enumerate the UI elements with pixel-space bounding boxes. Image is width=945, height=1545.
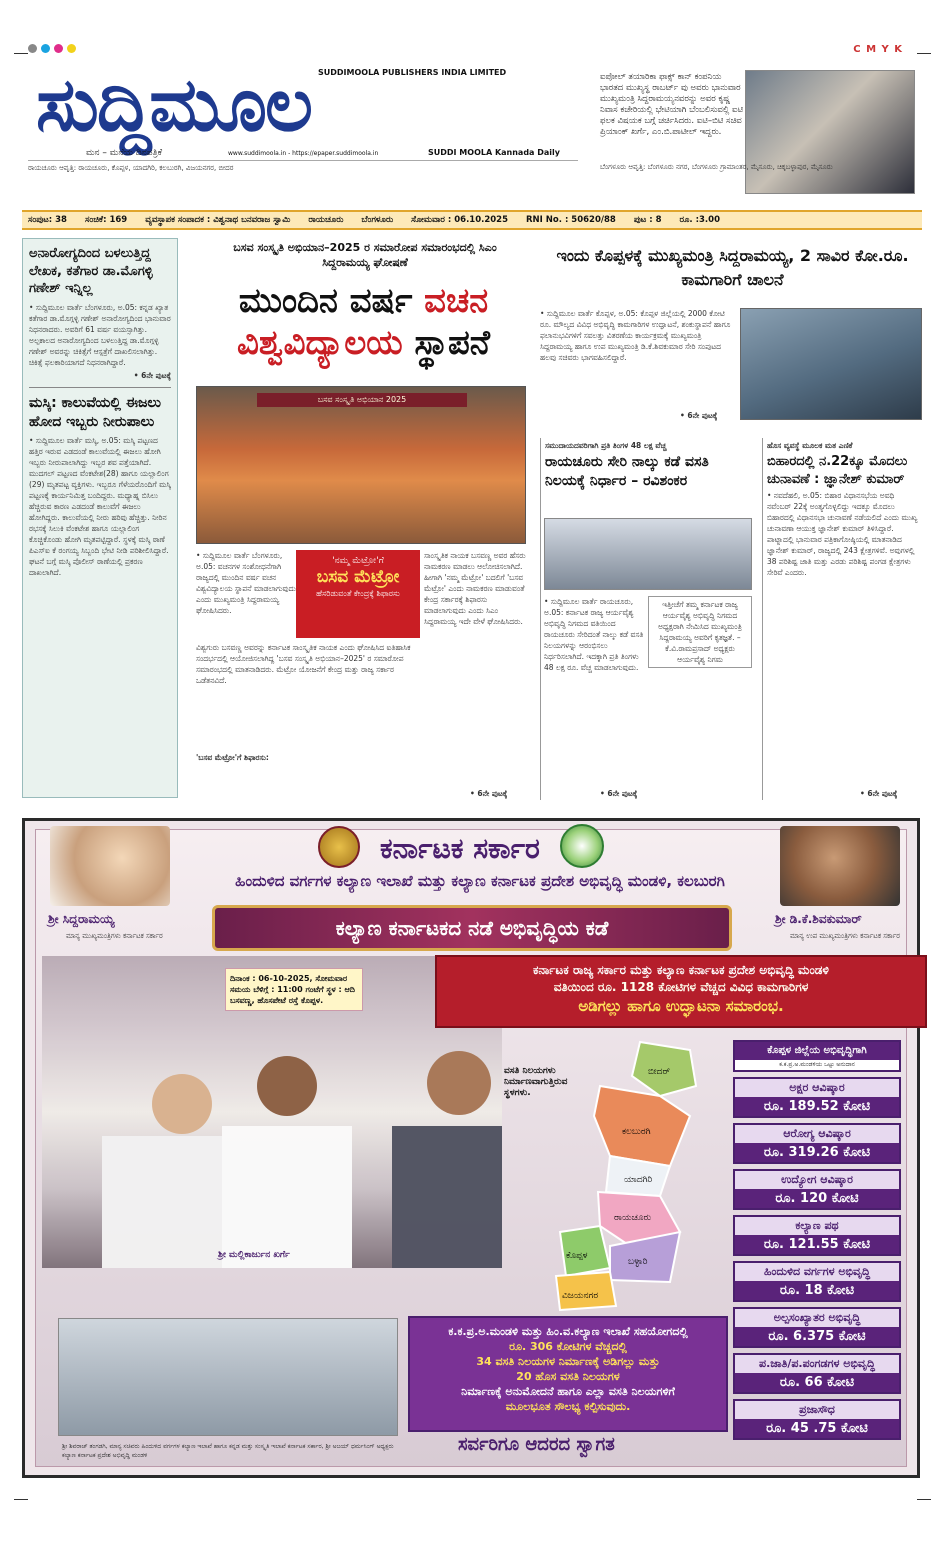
rni-number: RNI No. : 50620/88 <box>526 215 616 225</box>
edge-headline[interactable]: ಬಿಹಾರದಲ್ಲಿ ನ.22ಕ್ಕೂ ಮೊದಲು ಚುನಾವಣೆ : ಜ್ಞಾನೇಶ್ ಕುಮಾರ್ <box>767 454 908 487</box>
map-label-2: ಯಾದಗಿರಿ <box>624 1175 653 1185</box>
metro-headline: ಬಸವ ಮೆಟ್ರೋ <box>316 567 400 587</box>
left-body-2: • ಸುದ್ದಿಮೂಲ ವಾರ್ತೆ ಮಸ್ಕಿ, ಅ.05: ಮಸ್ಕಿ ಪಟ್ಟಣದ ಹತ್ತಿರ ಇರುವ ಎಡದಂಡೆ ಕಾಲುವೆಯಲ್ಲಿ ಈಜಲು ಹೋಗಿ ಇಬ್ಬರು ನೀರುಪಾಲಾಗಿದ್ದು ಇಬ್ಬರ ಶವ ಪತ್ತೆಯಾಗಿದೆ. ಮುದಗಲ್ ಪಟ್ಟಣದ ವೆಂಕಟೇಶ(28) ಹಾಗೂ ಯಲ್ಲಾಲಿಂಗ (29) ಮೃತಪಟ್ಟ ವ್ಯಕ್ತಿಗಳು. ಇಬ್ಬರೂ ಗೆಳೆಯರೊಂದಿಗೆ ಮಸ್ಕಿ ಪಟ್ಟಣಕ್ಕೆ ಕಾರ್ಯನಿಮಿತ್ತ ಬಂದಿದ್ದರು. ಮಧ್ಯಾಹ್ನ ಬಿಸಿಲು ಹೆಚ್ಚಿರುವ ಕಾರಣ ಎಡದಂಡೆ ಕಾಲುವೆಗೆ ಈಜಲು ಹೋಗಿದ್ದರು. ಕಾಲುವೆಯಲ್ಲಿ ನೀರು ಹರಿವು ಹೆಚ್ಚಿತ್ತು. ನೀರಿನ ರಭಸಕ್ಕೆ ಸಿಲುಕಿ ವೆಂಕಟೇಶ ಹಾಗೂ ಯಲ್ಲಾಲಿಂಗ ಕೊಚ್ಚಿಕೊಂಡು ಹೋಗಿ ಮೃತಪಟ್ಟಿದ್ದಾರೆ. ಸ್ಥಳಕ್ಕೆ ಮಸ್ಕಿ ಠಾಣೆ ಪಿಎಸ್ಐ ಕೆ ರಂಗಯ್ಯ ಸಿಬ್ಬಂದಿ ಭೇಟಿ ನೀಡಿ ಪರಿಶೀಲಿಸಿದ್ದಾರೆ. ಘಟನೆ ಬಗ್ಗೆ ಮಸ್ಕಿ ಪೊಲೀಸ್ ಠಾಣೆಯಲ್ಲಿ ಪ್ರಕರಣ ದಾಖಲಾಗಿದೆ. <box>29 436 171 578</box>
karnataka-emblem <box>318 826 360 868</box>
funding-amount: ರೂ. 66 ಕೋಟಿ <box>735 1373 899 1392</box>
funding-card <box>733 1169 901 1210</box>
cmyk-label: C M Y K <box>853 44 903 55</box>
funding-header-sub: ಕ.ಕ.ಪ್ರ.ಅ.ಮಂಡಳಿಯ ಒಟ್ಟು ಅನುದಾನ <box>735 1060 899 1070</box>
crop-mark-bl <box>14 1490 28 1500</box>
funding-title: ಅಲ್ಪಸಂಖ್ಯಾತರ ಅಭಿವೃದ್ಧಿ <box>735 1309 899 1327</box>
volume: ಸಂಪುಟ: 38 <box>28 215 67 225</box>
dcm-title: ಮಾನ್ಯ ಉಪ ಮುಖ್ಯಮಂತ್ರಿಗಳು ಕರ್ನಾಟಕ ಸರ್ಕಾರ <box>790 932 900 940</box>
center-text-1: • ಸುದ್ದಿಮೂಲ ವಾರ್ತೆ ಬೆಂಗಳೂರು, ಅ.05: ವಚನಗಳ ಸಂಶೋಧನೆಗಾಗಿ ರಾಜ್ಯದಲ್ಲಿ ಮುಂದಿನ ವರ್ಷ ವಚನ ವಿಶ್ವವಿದ್ಯಾಲಯ ಸ್ಥಾಪನೆ ಮಾಡಲಾಗುವುದು ಎಂದು ಮುಖ್ಯಮಂತ್ರಿ ಸಿದ್ದರಾಮಯ್ಯ ಘೋಷಿಸಿದರು. <box>196 551 296 615</box>
mid-photo <box>544 518 752 590</box>
divider <box>29 387 171 388</box>
figure-2 <box>222 1126 352 1268</box>
map-label-3: ರಾಯಚೂರು <box>614 1213 652 1223</box>
mid-body: • ಸುದ್ದಿಮೂಲ ವಾರ್ತೆ ರಾಯಚೂರು, ಅ.05: ಕರ್ನಾಟಕ ರಾಜ್ಯ ಆರ್ಯವೈಶ್ಯ ಅಭಿವೃದ್ಧಿ ನಿಗಮದ ವತಿಯಿಂದ ರಾಯಚೂರು ಸೇರಿದಂತೆ ನಾಲ್ಕು ಕಡೆ ವಸತಿ ನಿಲಯಗಳನ್ನು ಆರಂಭಿಸಲು ನಿರ್ಧರಿಸಲಾಗಿದೆ. ಇದಕ್ಕಾಗಿ ಪ್ರತಿ ತಿಂಗಳು 48 ಲಕ್ಷ ರೂ. ವೆಚ್ಚ ಮಾಡಲಾಗುವುದು. <box>544 597 644 672</box>
right-edge-story <box>762 438 924 800</box>
ad-gov-title: ಕರ್ನಾಟಕ ಸರ್ಕಾರ <box>380 832 540 865</box>
mid-more[interactable]: • 6ನೇ ಪುಟಕ್ಕೆ <box>600 789 638 798</box>
ad-banner: ಕಲ್ಯಾಣ ಕರ್ನಾಟಕದ ನಡೆ ಅಭಿವೃದ್ಧಿಯ ಕಡೆ <box>212 905 732 951</box>
right-headline[interactable]: ಇಂದು ಕೊಪ್ಪಳಕ್ಕೆ ಮುಖ್ಯಮಂತ್ರಿ ಸಿದ್ದರಾಮಯ್ಯ, 2 ಸಾವಿರ ಕೋ.ರೂ. ಕಾಮಗಾರಿಗೆ ಚಾಲನೆ <box>556 246 909 289</box>
center-headline[interactable] <box>196 280 531 364</box>
face-1 <box>152 1074 212 1134</box>
funding-card <box>733 1077 901 1118</box>
headline-part-d: ಸ್ಥಾಪನೆ <box>414 323 491 363</box>
center-text-2: ಸಾಂಸ್ಕೃತಿಕ ನಾಯಕ ಬಸವಣ್ಣ ಅವರ ಹೆಸರು ನಾಮಕರಣ ಮಾಡಲು ಆಲೋಚಿಸಲಾಗಿದೆ. ಹೀಗಾಗಿ 'ನಮ್ಮ ಮೆಟ್ರೋ' ಬದಲಿಗೆ 'ಬಸವ ಮೆಟ್ರೋ' ಎಂದು ನಾಮಕರಣ ಮಾಡುವಂತೆ ಕೇಂದ್ರ ಸರ್ಕಾರಕ್ಕೆ ಶಿಫಾರಸು ಮಾಡಲಾಗುವುದು ಎಂದು ಸಿಎಂ ಸಿದ್ದರಾಮಯ್ಯ ಇದೇ ವೇಳೆ ಘೋಷಿಸಿದರು. <box>424 551 526 626</box>
crop-mark-br <box>917 1490 931 1500</box>
crop-mark-tl <box>14 44 28 54</box>
hostel-line-6: ಮೂಲಭೂತ ಸೌಲಭ್ಯ ಕಲ್ಪಿಸುವುದು. <box>505 1400 631 1413</box>
funding-amount: ರೂ. 121.55 ಕೋಟಿ <box>735 1235 899 1254</box>
funding-title: ಪ.ಜಾತಿ/ಪ.ಪಂಗಡಗಳ ಅಭಿವೃದ್ಧಿ <box>735 1355 899 1373</box>
left-more-1[interactable]: • 6ನೇ ಪುಟಕ್ಕೆ <box>133 370 171 380</box>
face-2 <box>257 1056 317 1116</box>
map-label-6: ವಿಜಯನಗರ <box>562 1291 599 1301</box>
photo-stage-banner: ಬಸವ ಸಂಸ್ಕೃತಿ ಅಭಿಯಾನ 2025 <box>257 393 467 407</box>
dcm-portrait <box>780 826 900 906</box>
hostel-line-2: ರೂ. 306 ಕೋಟಿಗಳ ವೆಚ್ಚದಲ್ಲಿ <box>509 1340 627 1353</box>
masthead-tagline: ಮನ – ಮನೆಯ ದಿನಪತ್ರಿಕೆ <box>86 148 163 158</box>
page-count: ಪುಟ : 8 <box>633 215 662 225</box>
face-3 <box>427 1051 491 1115</box>
mid-kicker: ಸಮುದಾಯದವರಿಗಾಗಿ ಪ್ರತಿ ತಿಂಗಳ 48 ಲಕ್ಷ ವೆಚ್ಚ <box>545 441 667 450</box>
redbox-line-3: ಅಡಿಗಲ್ಲು ಹಾಗೂ ಉದ್ಘಾಟನಾ ಸಮಾರಂಭ. <box>578 997 784 1015</box>
center-sub: 'ಬಸವ ಮೆಟ್ರೋ'ಗೆ ಶಿಫಾರಸು: <box>196 753 269 762</box>
center-kicker: ಬಸವ ಸಂಸ್ಕೃತಿ ಅಭಿಯಾನ–2025 ರ ಸಮಾರೋಪ ಸಮಾರಂಭದಲ್ಲಿ ಸಿಎಂ ಸಿದ್ದರಾಮಯ್ಯ ಘೋಷಣೆ <box>233 241 497 269</box>
cyan-dot <box>41 44 50 53</box>
yellow-dot <box>67 44 76 53</box>
edge-kicker: ಹೊಸ ವ್ಯವಸ್ಥೆ ಮೂಲಕ ಮತ ಎಣಿಕೆ <box>767 441 853 450</box>
figure-3 <box>392 1126 502 1268</box>
funding-card <box>733 1399 901 1440</box>
right-more[interactable]: • 6ನೇ ಪುಟಕ್ಕೆ <box>680 411 718 420</box>
top-news-photo <box>745 70 915 194</box>
left-headline-2[interactable]: ಮಸ್ಕಿ: ಕಾಲುವೆಯಲ್ಲಿ ಈಜಲು ಹೋದ ಇಬ್ಬರು ನೀರುಪಾಲು <box>29 394 161 430</box>
funding-title: ಉದ್ಯೋಗ ಆವಿಷ್ಕಾರ <box>735 1171 899 1189</box>
event-when: ದಿನಾಂಕ : 06-10-2025, ಸೋಮವಾರ ಸಮಯ ಬೆಳಿಗ್ಗೆ : 11:00 ಗಂಟೆಗೆ ಸ್ಥಳ : ಆದಿ ಬಸವಣ್ಣ, ಹೊಸಪೇಟೆ ರಸ್ತೆ ಕೊಪ್ಪಳ. <box>225 968 363 1011</box>
cm-title: ಮಾನ್ಯ ಮುಖ್ಯಮಂತ್ರಿಗಳು ಕರ್ನಾಟಕ ಸರ್ಕಾರ <box>66 932 163 940</box>
board-logo <box>560 824 604 868</box>
funding-card <box>733 1123 901 1164</box>
mid-headline[interactable]: ರಾಯಚೂರು ಸೇರಿ ನಾಲ್ಕು ಕಡೆ ವಸತಿ ನಿಲಯಕ್ಕೆ ನಿರ್ಧಾರ – ರವಿಶಂಕರ <box>545 454 709 489</box>
welcome-text: ಸರ್ವರಿಗೂ ಆದರದ ಸ್ವಾಗತ <box>458 1434 615 1455</box>
kalyana-karnataka-map <box>540 1036 710 1316</box>
redbox-line-2: ವತಿಯಿಂದ ರೂ. 1128 ಕೋಟಿಗಳ ವೆಚ್ಚದ ವಿವಿಧ ಕಾಮಗಾರಿಗಳ <box>553 980 809 994</box>
funding-header-title: ಕೊಪ್ಪಳ ಜಿಲ್ಲೆಯ ಅಭಿವೃದ್ಧಿಗಾಗಿ <box>735 1042 899 1060</box>
hostel-line-3: 34 ವಸತಿ ನಿಲಯಗಳ ನಿರ್ಮಾಣಕ್ಕೆ ಅಡಿಗಲ್ಲು ಮತ್ತು <box>476 1355 660 1368</box>
funding-title: ಹಿಂದುಳಿದ ವರ್ಗಗಳ ಅಭಿವೃದ್ಧಿ <box>735 1263 899 1281</box>
funding-amount: ರೂ. 18 ಕೋಟಿ <box>735 1281 899 1300</box>
left-column <box>22 238 178 798</box>
headline-part-c: ವಿಶ್ವವಿದ್ಯಾಲಯ <box>236 323 403 363</box>
publisher-name: SUDDIMOOLA PUBLISHERS INDIA LIMITED <box>318 68 507 77</box>
funding-title: ಕಲ್ಯಾಣ ಪಥ <box>735 1217 899 1235</box>
mid-quote: ಇತ್ತೀಚೆಗೆ ತಮ್ಮ ಕರ್ನಾಟಕ ರಾಜ್ಯ ಆರ್ಯವೈಶ್ಯ ಅಭಿವೃದ್ಧಿ ನಿಗಮದ ಅಧ್ಯಕ್ಷರಾಗಿ ನೇಮಿಸಿದ ಮುಖ್ಯಮಂತ್ರಿ ಸಿದ್ದರಾಮಯ್ಯ ಅವರಿಗೆ ಕೃತಜ್ಞತೆ. – ಕೆ.ವಿ.ರಾಮಪ್ರಸಾದ್ ಅಧ್ಯಕ್ಷರು ಆರ್ಯವೈಶ್ಯ ನಿಗಮ <box>648 596 752 668</box>
metro-sub: ಹೆಸರಿಡುವಂತೆ ಕೇಂದ್ರಕ್ಕೆ ಶಿಫಾರಸು <box>316 589 400 598</box>
magenta-dot <box>54 44 63 53</box>
event-redbox <box>435 955 927 1028</box>
funding-title: ಅಕ್ಷರ ಆವಿಷ್ಕಾರ <box>735 1079 899 1097</box>
kharge-label: ಶ್ರೀ ಮಲ್ಲಿಕಾರ್ಜುನ ಖರ್ಗೆ <box>218 1250 290 1260</box>
headline-part-a: ಮುಂದಿನ ವರ್ಷ <box>238 281 413 321</box>
event-photo <box>196 386 526 544</box>
funding-amount: ರೂ. 189.52 ಕೋಟಿ <box>735 1097 899 1116</box>
funding-amount: ರೂ. 45 .75 ಕೋಟಿ <box>735 1419 899 1438</box>
edition-left: ರಾಯಚೂರು ಆವೃತ್ತಿ: ರಾಯಚೂರು, ಕೊಪ್ಪಳ, ಯಾದಗಿರಿ, ಕಲಬುರಗಿ, ವಿಜಯನಗರ, ಬೀದರ <box>28 160 578 173</box>
funding-title: ಪ್ರಜಾಸೌಧ <box>735 1401 899 1419</box>
right-photo <box>740 308 922 420</box>
hostel-line-5: ನಿರ್ಮಾಣಕ್ಕೆ ಅನುಮೋದನೆ ಹಾಗೂ ಎಲ್ಲಾ ವಸತಿ ನಿಲಯಗಳಿಗೆ <box>461 1385 675 1398</box>
funding-amount: ರೂ. 120 ಕೋಟಿ <box>735 1189 899 1208</box>
registration-dots <box>28 44 76 53</box>
funding-card <box>733 1261 901 1302</box>
meeting-caption: ಶ್ರೀ ಶಿವರಾಜ್ ತಂಗಡಗಿ, ಮಾನ್ಯ ಸಚಿವರು ಹಿಂದುಳಿದ ವರ್ಗಗಳ ಕಲ್ಯಾಣ ಇಲಾಖೆ ಹಾಗೂ ಕನ್ನಡ ಮತ್ತು ಸಂಸ್ಕೃತಿ ಇಲಾಖೆ ಕರ್ನಾಟಕ ಸರ್ಕಾರ, ಶ್ರೀ ಅಜಯ್ ಧರ್ಮಸಿಂಗ್ ಅಧ್ಯಕ್ಷರು ಕಲ್ಯಾಣ ಕರ್ನಾಟಕ ಪ್ರದೇಶ ಅಭಿವೃದ್ಧಿ ಮಂಡಳಿ <box>62 1443 394 1459</box>
daily-label: SUDDI MOOLA Kannada Daily <box>428 148 560 157</box>
redbox-line-1: ಕರ್ನಾಟಕ ರಾಜ್ಯ ಸರ್ಕಾರ ಮತ್ತು ಕಲ್ಯಾಣ ಕರ್ನಾಟಕ ಪ್ರದೇಶ ಅಭಿವೃದ್ಧಿ ಮಂಡಳಿ <box>533 963 829 977</box>
funding-title: ಆರೋಗ್ಯ ಆವಿಷ್ಕಾರ <box>735 1125 899 1143</box>
map-label-5: ಬಳ್ಳಾರಿ <box>628 1257 648 1267</box>
crop-mark-tr <box>917 44 931 54</box>
metro-quote: 'ನಮ್ಮ ಮೆಟ್ರೋ'ಗೆ <box>332 556 384 566</box>
ad-dept: ಹಿಂದುಳಿದ ವರ್ಗಗಳ ಕಲ್ಯಾಣ ಇಲಾಖೆ ಮತ್ತು ಕಲ್ಯಾಣ ಕರ್ನಾಟಕ ಪ್ರದೇಶ ಅಭಿವೃದ್ಧಿ ಮಂಡಳಿ, ಕಲಬುರಗಿ <box>235 872 725 890</box>
hostel-line-1: ಕ.ಕ.ಪ್ರ.ಅ.ಮಂಡಳಿ ಮತ್ತು ಹಿಂ.ವ.ಕಲ್ಯಾಣ ಇಲಾಖೆ ಸಹಯೋಗದಲ್ಲಿ <box>448 1325 688 1338</box>
city-1: ರಾಯಚೂರು <box>308 215 344 225</box>
metro-box <box>296 550 420 638</box>
map-label-1: ಕಲಬುರಗಿ <box>622 1127 651 1137</box>
left-headline-1[interactable]: ಅನಾರೋಗ್ಯದಿಂದ ಬಳಲುತ್ತಿದ್ದ ಲೇಖಕ, ಕತೆಗಾರ ಡಾ.ಮೊಗಳ್ಳಿ ಗಣೇಶ್ ಇನ್ನಿಲ್ಲ <box>29 246 153 297</box>
center-text-3: ವಿಶ್ವಗುರು ಬಸವಣ್ಣ ಅವರನ್ನು ಕರ್ನಾಟಕ ಸಾಂಸ್ಕೃತಿಕ ನಾಯಕ ಎಂದು ಘೋಷಿಸಿದ ಐತಿಹಾಸಿಕ ಸಂದರ್ಭದಲ್ಲಿ ಆಯೋಜಿಸಲಾಗಿದ್ದ 'ಬಸವ ಸಂಸ್ಕೃತಿ ಅಭಿಯಾನ–2025' ರ ಸಮಾರೋಪ ಸಮಾರಂಭದಲ್ಲಿ ಮಾತನಾಡಿದರು. ಮೆಟ್ರೋ ಯೋಜನೆಗೆ ಕೇಂದ್ರ ಮತ್ತು ರಾಜ್ಯ ಸರ್ಕಾರ ಒಡೆತನವಿದೆ. <box>196 643 411 685</box>
map-label-0: ಬೀದರ್ <box>648 1067 671 1077</box>
edge-body: • ನವದೆಹಲಿ, ಅ.05: ಬಿಹಾರ ವಿಧಾನಸಭೆಯ ಅವಧಿ ನವೆಂಬರ್ 22ಕ್ಕೆ ಅಂತ್ಯಗೊಳ್ಳಲಿದ್ದು ಇದಕ್ಕೂ ಮೊದಲು ಬಿಹಾರದಲ್ಲಿ ವಿಧಾನಸಭಾ ಚುನಾವಣೆ ನಡೆಯಲಿದೆ ಎಂದು ಮುಖ್ಯ ಚುನಾವಣಾ ಆಯುಕ್ತ ಜ್ಞಾನೇಶ್ ಕುಮಾರ್ ತಿಳಿಸಿದ್ದಾರೆ. ಪಾಟ್ನಾದಲ್ಲಿ ಭಾನುವಾರ ಪತ್ರಿಕಾಗೋಷ್ಠಿಯಲ್ಲಿ ಮಾತನಾಡಿದ ಜ್ಞಾನೇಶ್ ಕುಮಾರ್, ರಾಜ್ಯದಲ್ಲಿ 243 ಕ್ಷೇತ್ರಗಳಿವೆ. ಅವುಗಳಲ್ಲಿ 38 ಪರಿಶಿಷ್ಟ ಜಾತಿ ಮತ್ತು ಎರಡು ಪರಿಶಿಷ್ಟ ಪಂಗಡ ಕ್ಷೇತ್ರಗಳು ಸೇರಿವೆ ಎಂದರು. <box>767 491 918 578</box>
hostel-legend: ವಸತಿ ನಿಲಯಗಳು ನಿರ್ಮಾಣವಾಗುತ್ತಿರುವ ಸ್ಥಳಗಳು. <box>504 1066 568 1098</box>
right-body: • ಸುದ್ದಿಮೂಲ ವಾರ್ತೆ ಕೊಪ್ಪಳ, ಅ.05: ಕೊಪ್ಪಳ ಜಿಲ್ಲೆಯಲ್ಲಿ 2000 ಕೋಟಿ ರೂ. ಮೌಲ್ಯದ ವಿವಿಧ ಅಭಿವೃದ್ಧಿ ಕಾಮಗಾರಿಗಳ ಉದ್ಘಾಟನೆ, ಶಂಕುಸ್ಥಾಪನೆ ಹಾಗೂ ಫಲಾನುಭವಿಗಳಿಗೆ ಸವಲತ್ತು ವಿತರಣೆಯ ಕಾರ್ಯಕ್ರಮಕ್ಕೆ ಮುಖ್ಯಮಂತ್ರಿ ಸಿದ್ದರಾಮಯ್ಯ ಹಾಗೂ ಉಪ ಮುಖ್ಯಮಂತ್ರಿ ಡಿ.ಕೆ.ಶಿವಕುಮಾರ ಸೇರಿ ಸಂಪುಟದ ಹಲವು ಸಚಿವರು ಭಾಗವಹಿಸಲಿದ್ದಾರೆ. <box>540 309 731 362</box>
funding-card <box>733 1215 901 1256</box>
left-body-1: • ಸುದ್ದಿಮೂಲ ವಾರ್ತೆ ಬೆಂಗಳೂರು, ಅ.05: ಕನ್ನಡ ಖ್ಯಾತ ಕತೆಗಾರ ಡಾ.ಮೊಗ್ಗಳ್ಳಿ ಗಣೇಶ್ ಅನಾರೋಗ್ಯದಿಂದ ಭಾನುವಾರ ನಿಧನರಾದರು. ಅವರಿಗೆ 61 ವರ್ಷ ವಯಸ್ಸಾಗಿತ್ತು. ಅಲ್ಪಕಾಲದ ಅನಾರೋಗ್ಯದಿಂದ ಬಳಲುತ್ತಿದ್ದ ಡಾ.ಮೊಗ್ಗಳ್ಳಿ ಗಣೇಶ್ ಅವರನ್ನು ಚಿಕಿತ್ಸೆಗೆ ಆಸ್ಪತ್ರೆಗೆ ದಾಖಲಿಸಲಾಗಿತ್ತು. ಚಿಕಿತ್ಸೆ ಫಲಕಾರಿಯಾಗದೆ ನಿಧನರಾಗಿದ್ದಾರೆ. <box>29 302 171 367</box>
headline-part-b: ವಚನ <box>424 281 489 321</box>
map-label-4: ಕೊಪ್ಪಳ <box>566 1251 588 1261</box>
editor: ವ್ಯವಸ್ಥಾಪಕ ಸಂಪಾದಕ : ವಿಶ್ವನಾಥ ಬನವರಾಜ ಸ್ವಾಮಿ <box>145 215 291 225</box>
website-link[interactable]: www.suddimoola.in - https://epaper.suddimoola.in <box>228 150 379 157</box>
price: ರೂ. :3.00 <box>679 215 720 225</box>
meeting-photo <box>58 1318 398 1436</box>
funding-card <box>733 1353 901 1394</box>
hostel-line-4: 20 ಹೊಸ ವಸತಿ ನಿಲಯಗಳ <box>516 1370 620 1383</box>
center-more[interactable]: • 6ನೇ ಪುಟಕ್ಕೆ <box>470 789 508 798</box>
issue: ಸಂಚಿಕೆ: 169 <box>84 215 128 225</box>
masthead-title: ಸುದ್ದಿಮೂಲ <box>36 62 311 148</box>
info-bar <box>22 210 922 230</box>
funding-cards <box>733 1040 901 1445</box>
edge-more[interactable]: • 6ನೇ ಪುಟಕ್ಕೆ <box>860 789 898 798</box>
gray-dot <box>28 44 37 53</box>
funding-card <box>733 1307 901 1348</box>
funding-amount: ರೂ. 319.26 ಕೋಟಿ <box>735 1143 899 1162</box>
issue-date: ಸೋಮವಾರ : 06.10.2025 <box>411 215 509 225</box>
cm-portrait <box>50 826 170 906</box>
hostel-box <box>408 1316 728 1432</box>
dcm-name: ಶ್ರೀ ಡಿ.ಕೆ.ಶಿವಕುಮಾರ್ <box>775 912 862 926</box>
top-news-text: ಐಪೋಲ್ ತಯಾರಿಕಾ ಫಾಕ್ಸ್ ಕಾನ್ ಕಂಪನಿಯ ಭಾರತದ ಮುಖ್ಯಸ್ಥ ರಾಬರ್ಟ್ ವು ಅವರು ಭಾನುವಾರ ಮುಖ್ಯಮಂತ್ರಿ ಸಿದ್ದರಾಮಯ್ಯನವರನ್ನು ಅವರ ಕೃಷ್ಣ ನಿವಾಸ ಕಚೇರಿಯಲ್ಲಿ ಭೇಟಿಯಾಗಿ ಬೆಂಬಲಿಸುವಲ್ಲಿ ಐಟಿ ಫಲಕ ವಿಷಯಕ ಬಗ್ಗೆ ಚರ್ಚಿಸಿದರು. ಐಟಿ–ಬಿಟಿ ಸಚಿವ ಪ್ರಿಯಾಂಕ್ ಖರ್ಗೆ, ಎಂ.ಬಿ.ಪಾಟೀಲ್ ಇದ್ದರು. <box>600 72 744 137</box>
funding-card-header <box>733 1040 901 1072</box>
funding-amount: ರೂ. 6.375 ಕೋಟಿ <box>735 1327 899 1346</box>
figure-1 <box>102 1136 222 1268</box>
map-district-2 <box>594 1086 690 1166</box>
city-2: ಬೆಂಗಳೂರು <box>361 215 394 225</box>
cm-name: ಶ್ರೀ ಸಿದ್ದರಾಮಯ್ಯ <box>48 912 115 926</box>
edition-right: ಬೆಂಗಳೂರು ಆವೃತ್ತಿ: ಬೆಂಗಳೂರು ನಗರ, ಬೆಂಗಳೂರು ಗ್ರಾಮಾಂತರ, ಮೈಸೂರು, ಚಿಕ್ಕಬಳ್ಳಾಪುರ, ಮೈಸೂರು <box>600 163 833 171</box>
